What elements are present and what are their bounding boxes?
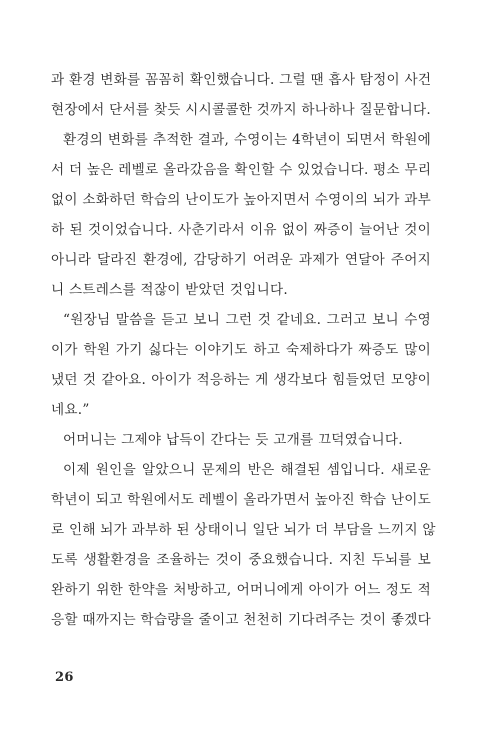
text-line: 없이 소화하던 학습의 난이도가 높아지면서 수영이의 뇌가 과부 (51, 192, 431, 208)
text-line: 응할 때까지는 학습량을 줄이고 천천히 기다려주는 것이 좋겠다 (51, 612, 431, 628)
text-line: 환경의 변화를 추적한 결과, 수영이는 4학년이 되면서 학원에 (63, 132, 431, 148)
text-line: 현장에서 단서를 찾듯 시시콜콜한 것까지 하나하나 질문합니다. (51, 102, 431, 118)
text-line: 냈던 것 같아요. 아이가 적응하는 게 생각보다 힘들었던 모양이 (51, 372, 431, 388)
text-line: 이가 학원 가기 싫다는 이야기도 하고 숙제하다가 짜증도 많이 (51, 342, 431, 358)
page-number: 26 (55, 670, 74, 685)
text-line: 과 환경 변화를 꼼꼼히 확인했습니다. 그럴 땐 흡사 탐정이 사건 (51, 72, 432, 88)
text-line: 로 인해 뇌가 과부하 된 상태이니 일단 뇌가 더 부담을 느끼지 않 (51, 522, 436, 538)
text-line: 하 된 것이었습니다. 사춘기라서 이유 없이 짜증이 늘어난 것이 (51, 222, 431, 238)
text-line: 이제 원인을 알았으니 문제의 반은 해결된 셈입니다. 새로운 (63, 462, 431, 478)
text-line: 학년이 되고 학원에서도 레벨이 올라가면서 높아진 학습 난이도 (51, 492, 431, 508)
text-line: 완하기 위한 한약을 처방하고, 어머니에게 아이가 어느 정도 적 (51, 582, 431, 598)
text-line: 도록 생활환경을 조율하는 것이 중요했습니다. 지친 두뇌를 보 (51, 552, 431, 568)
text-line: 어머니는 그제야 납득이 간다는 듯 고개를 끄덕였습니다. (63, 432, 403, 448)
text-line: 서 더 높은 레벨로 올라갔음을 확인할 수 있었습니다. 평소 무리 (51, 162, 432, 178)
text-line: 아니라 달라진 환경에, 감당하기 어려운 과제가 연달아 주어지 (51, 252, 431, 268)
text-line: “원장님 말씀을 듣고 보니 그런 것 같네요. 그러고 보니 수영 (63, 312, 431, 328)
text-line: 니 스트레스를 적잖이 받았던 것입니다. (51, 282, 288, 298)
text-line: 네요.” (51, 402, 90, 418)
